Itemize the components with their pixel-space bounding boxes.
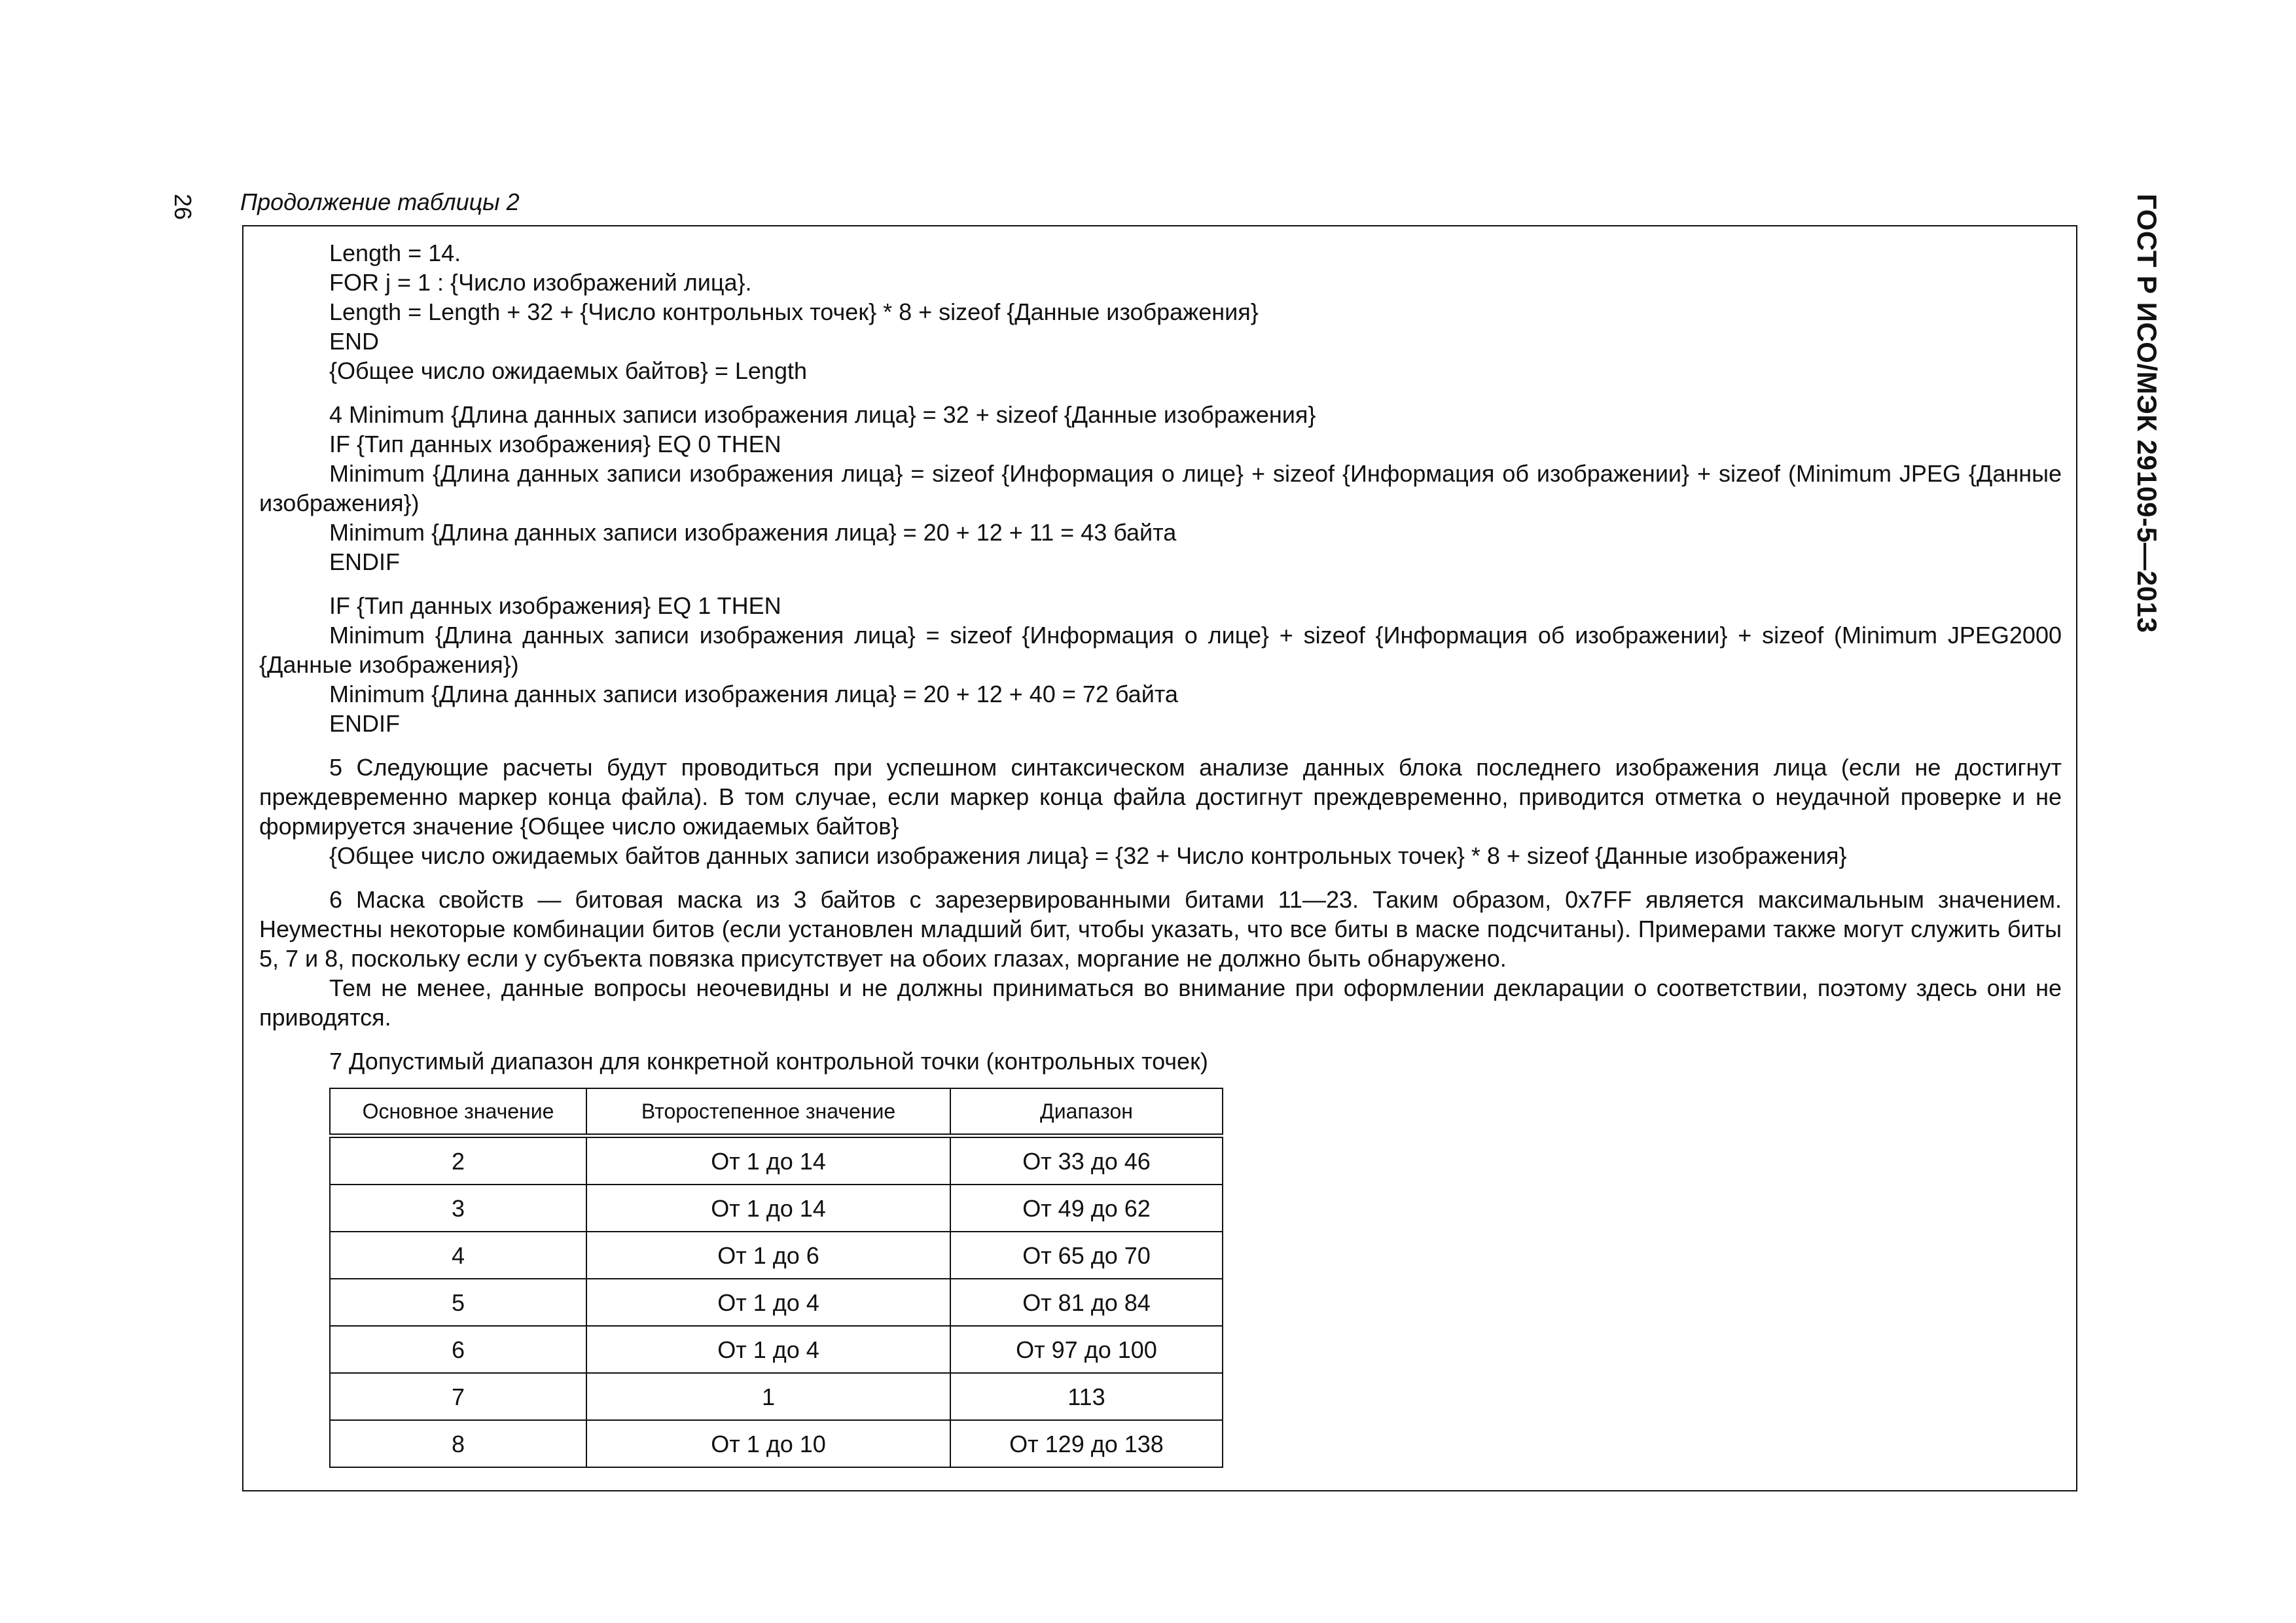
cell-main: 6 (330, 1326, 586, 1373)
standard-designation: ГОСТ Р ИСО/МЭК 29109-5—2013 (2132, 194, 2162, 633)
code-line: IF {Тип данных изображения} EQ 1 THEN (329, 592, 781, 619)
cell-range: От 81 до 84 (950, 1279, 1223, 1326)
page-number: 26 (170, 194, 196, 221)
note-5-paragraph: 5 Следующие расчеты будут проводиться при успешном синтаксическом анализе данных блока последнего изображения лица (если не достигнут преждевременно маркер конца файла). В том случае, если маркер конца файла достигнут преждевременно, приводится отметка о неудачной проверке и не формируется значение {Общее число ожидаемых байтов} (259, 754, 2062, 840)
cell-range: 113 (950, 1373, 1223, 1420)
table-row (330, 1373, 1223, 1420)
cell-secondary: От 1 до 14 (586, 1136, 950, 1185)
ranges-table (329, 1088, 1223, 1468)
header-secondary-value: Второстепенное значение (586, 1088, 950, 1136)
note-4-line: 4 Minimum {Длина данных записи изображения лица} = 32 + sizeof {Данные изображения} (329, 401, 1316, 428)
cell-main: 4 (330, 1232, 586, 1279)
code-line: ENDIF (329, 548, 400, 575)
code-line: Length = Length + 32 + {Число контрольных точек} * 8 + sizeof {Данные изображения} (329, 298, 1259, 325)
table-row (330, 1136, 1223, 1185)
table-row (330, 1420, 1223, 1467)
table-continuation-caption: Продолжение таблицы 2 (240, 188, 520, 215)
cell-secondary: От 1 до 6 (586, 1232, 950, 1279)
cell-main: 5 (330, 1279, 586, 1326)
header-main-value: Основное значение (330, 1088, 586, 1136)
code-line: {Общее число ожидаемых байтов} = Length (329, 357, 808, 384)
cell-secondary: От 1 до 14 (586, 1185, 950, 1232)
cell-secondary: От 1 до 4 (586, 1326, 950, 1373)
table-frame (242, 225, 2077, 1491)
table-row (330, 1185, 1223, 1232)
formula-line: {Общее число ожидаемых байтов данных записи изображения лица} = {32 + Число контрольных точек} * 8 + sizeof {Данные изображения} (329, 842, 1847, 869)
cell-secondary: От 1 до 10 (586, 1420, 950, 1467)
code-line: IF {Тип данных изображения} EQ 0 THEN (329, 431, 781, 457)
cell-secondary: 1 (586, 1373, 950, 1420)
code-line: Minimum {Длина данных записи изображения лица} = 20 + 12 + 11 = 43 байта (329, 519, 1177, 546)
code-line: Minimum {Длина данных записи изображения лица} = sizeof {Информация о лице} + sizeof {Информация об изображении} + sizeof (Minimum JPEG2000 {Данные изображения}) (259, 622, 2062, 678)
cell-main: 3 (330, 1185, 586, 1232)
code-line: ENDIF (329, 710, 400, 737)
table-header-row (330, 1088, 1223, 1136)
table-row (330, 1232, 1223, 1279)
code-line: END (329, 328, 380, 355)
note-6-paragraph: 6 Маска свойств — битовая маска из 3 байтов с зарезервированными битами 11—23. Таким образом, 0x7FF является максимальным значением. Неуместны некоторые комбинации битов (если установлен младший бит, чтобы указать, что все биты в маске подсчитаны). Примерами также могут служить биты 5, 7 и 8, поскольку если у субъекта повязка присутствует на обоих глазах, моргание не должно быть обнаружено. (259, 886, 2062, 972)
code-line: FOR j = 1 : {Число изображений лица}. (329, 269, 752, 296)
table-note-content (259, 238, 2062, 1468)
cell-range: От 65 до 70 (950, 1232, 1223, 1279)
cell-range: От 97 до 100 (950, 1326, 1223, 1373)
note-7-line: 7 Допустимый диапазон для конкретной контрольной точки (контрольных точек) (329, 1048, 1208, 1075)
cell-main: 7 (330, 1373, 586, 1420)
table-row (330, 1326, 1223, 1373)
cell-main: 2 (330, 1136, 586, 1185)
cell-secondary: От 1 до 4 (586, 1279, 950, 1326)
code-line: Minimum {Длина данных записи изображения лица} = 20 + 12 + 40 = 72 байта (329, 681, 1178, 707)
code-line: Minimum {Длина данных записи изображения лица} = sizeof {Информация о лице} + sizeof {Информация об изображении} + sizeof (Minimum JPEG {Данные изображения}) (259, 460, 2062, 516)
cell-main: 8 (330, 1420, 586, 1467)
code-line: Length = 14. (329, 240, 461, 266)
note-6-paragraph-continued: Тем не менее, данные вопросы неочевидны и не должны приниматься во внимание при оформлении декларации о соответствии, поэтому здесь они не приводятся. (259, 974, 2062, 1031)
cell-range: От 129 до 138 (950, 1420, 1223, 1467)
table-row (330, 1279, 1223, 1326)
header-range: Диапазон (950, 1088, 1223, 1136)
cell-range: От 33 до 46 (950, 1136, 1223, 1185)
cell-range: От 49 до 62 (950, 1185, 1223, 1232)
